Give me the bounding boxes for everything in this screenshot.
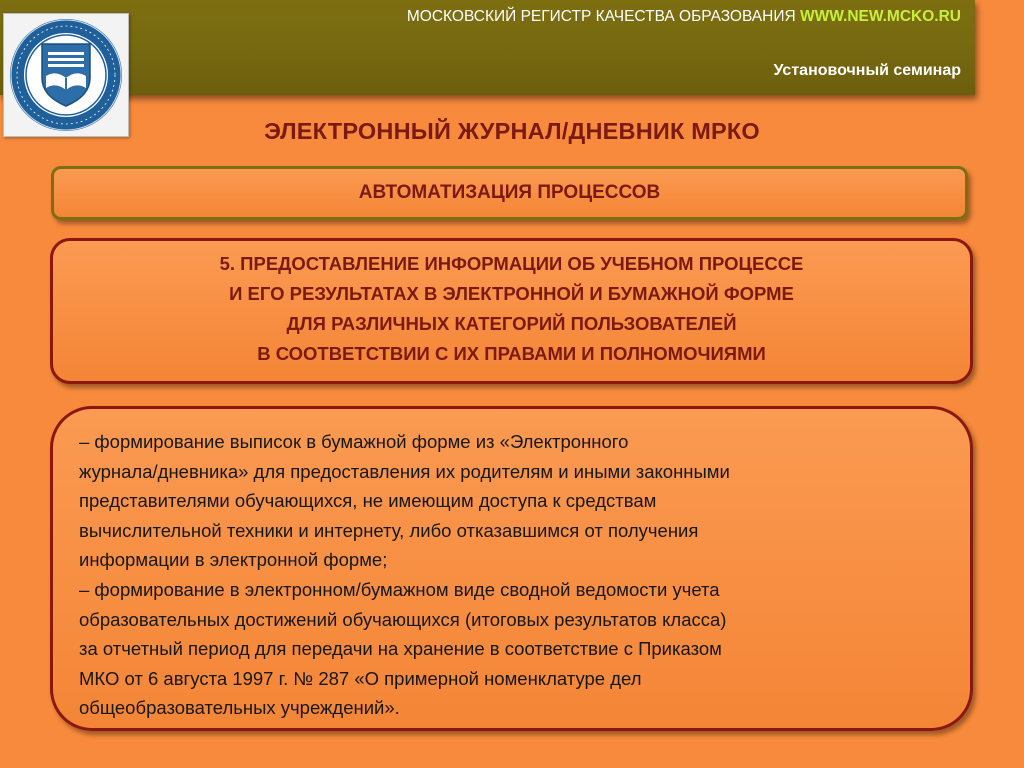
body-line: образовательных достижений обучающихся (итоговых результатов класса) — [79, 608, 727, 630]
body-line: вычислительной техники и интернету, либо отказавшимся от получения — [79, 519, 699, 541]
body-text-box — [50, 406, 973, 731]
section-heading — [53, 249, 970, 369]
body-line: общеобразовательных учреждений». — [79, 697, 400, 719]
subtitle-box — [51, 166, 968, 220]
body-text — [79, 427, 730, 723]
header-title — [407, 8, 961, 26]
heading-line: В СООТВЕТСТВИИ С ИХ ПРАВАМИ И ПОЛНОМОЧИЯМИ — [257, 343, 766, 364]
seminar-label: Установочный семинар — [773, 62, 961, 79]
body-line: – формирование в электронном/бумажном виде сводной ведомости учета — [79, 578, 720, 600]
site-link[interactable]: WWW.NEW.MCKO.RU — [799, 8, 961, 25]
heading-line: ДЛЯ РАЗЛИЧНЫХ КАТЕГОРИЙ ПОЛЬЗОВАТЕЛЕЙ — [286, 313, 737, 334]
org-name: МОСКОВСКИЙ РЕГИСТР КАЧЕСТВА ОБРАЗОВАНИЯ — [406, 8, 796, 25]
body-line: МКО от 6 августа 1997 г. № 287 «О примерной номенклатуре дел — [79, 667, 642, 689]
body-line: за отчетный период для передачи на хранение в соответствие с Приказом — [79, 638, 722, 660]
header-bar — [0, 0, 975, 95]
page-title: ЭЛЕКТРОННЫЙ ЖУРНАЛ/ДНЕВНИК МРКО — [264, 118, 760, 144]
heading-line: И ЕГО РЕЗУЛЬТАТАХ В ЭЛЕКТРОННОЙ И БУМАЖНОЙ ФОРМЕ — [229, 283, 794, 304]
body-line: – формирование выписок в бумажной форме из «Электронного — [79, 431, 629, 452]
subtitle-text: АВТОМАТИЗАЦИЯ ПРОЦЕССОВ — [358, 182, 661, 203]
body-line: журнала/дневника» для предоставления их родителям и иными законными — [79, 460, 730, 482]
heading-line: 5. ПРЕДОСТАВЛЕНИЕ ИНФОРМАЦИИ ОБ УЧЕБНОМ ПРОЦЕССЕ — [219, 253, 804, 274]
body-line: информации в электронной форме; — [79, 549, 388, 571]
section-heading-box — [50, 238, 973, 384]
body-line: представителями обучающихся, не имеющим доступа к средствам — [79, 490, 657, 512]
